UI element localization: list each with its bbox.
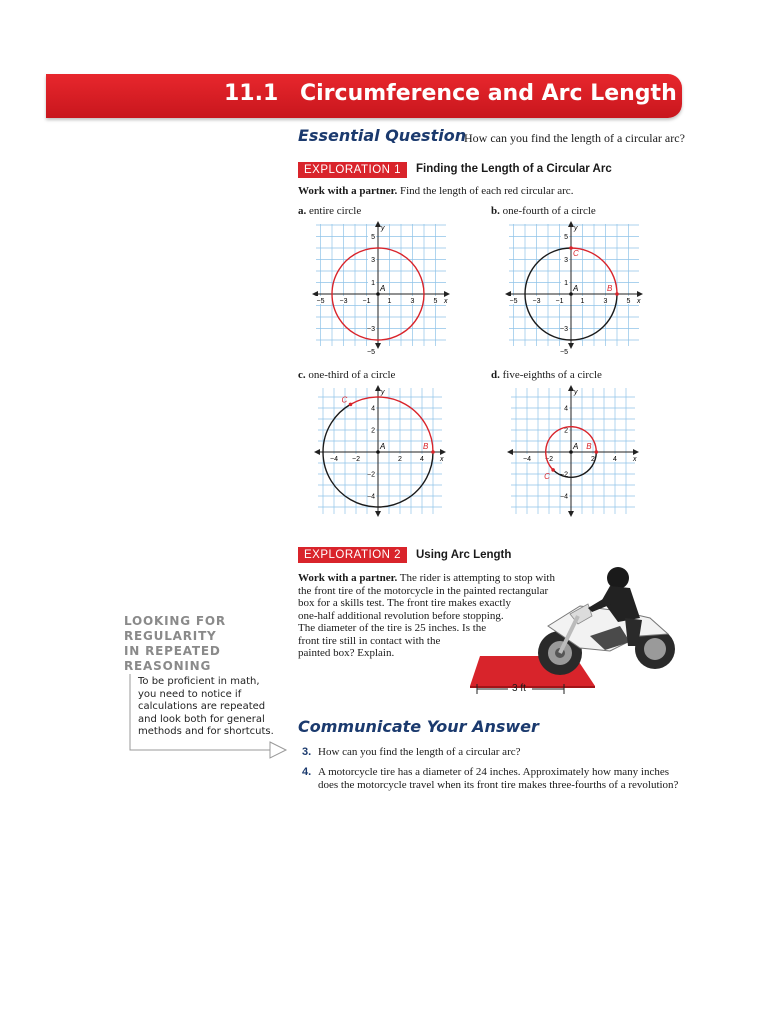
y-tick-label: −3 xyxy=(367,326,375,333)
x-tick-label: 4 xyxy=(420,456,424,463)
item-text: one-third of a circle xyxy=(308,369,396,381)
item-letter: a. xyxy=(298,205,307,217)
y-tick-label: 4 xyxy=(564,405,568,413)
question-3-text: How can you find the length of a circular arc? xyxy=(318,746,521,758)
x-axis-label: x xyxy=(637,298,641,305)
graph-c xyxy=(312,386,452,518)
question-4-number: 4. xyxy=(302,766,312,778)
question-3-number: 3. xyxy=(302,746,312,758)
point-c xyxy=(551,468,555,472)
point-b xyxy=(431,450,435,454)
item-letter: b. xyxy=(491,205,500,217)
instruction-text: Find the length of each red circular arc. xyxy=(399,185,574,197)
item-text: entire circle xyxy=(309,205,362,217)
text-line: The rider is attempting to stop with xyxy=(399,572,555,584)
x-arrow xyxy=(314,449,320,455)
x-tick-label: −2 xyxy=(352,456,360,463)
y-axis-label: y xyxy=(574,225,578,232)
item-b-label xyxy=(491,205,596,218)
x-arrow xyxy=(507,449,513,455)
point-b-label: B xyxy=(586,442,592,451)
text-line: does the motorcycle travel when its front tire makes three-fourths of a revolution? xyxy=(318,778,679,791)
x-axis-label: x xyxy=(440,456,444,463)
heading-line: REGULARITY xyxy=(124,629,217,643)
x-tick-label: −4 xyxy=(330,456,338,463)
text-line: painted box? Explain. xyxy=(298,647,395,659)
y-axis-label: y xyxy=(381,389,385,396)
sidebar-heading xyxy=(124,614,264,674)
heading-line: IN REPEATED xyxy=(124,644,221,658)
text-line: To be proficient in math, xyxy=(138,676,260,687)
motorcycle-illustration xyxy=(470,556,690,696)
x-tick-label: −5 xyxy=(316,298,325,305)
y-arrow xyxy=(568,511,574,517)
x-tick-label: −1 xyxy=(362,298,371,305)
text-line: The diameter of the tire is 25 inches. Is the xyxy=(298,622,487,634)
x-tick-label: −3 xyxy=(532,298,541,305)
exploration2-tag: EXPLORATION 2 xyxy=(298,547,407,563)
section-title: Circumference and Arc Length xyxy=(300,81,677,106)
item-c-label xyxy=(298,369,395,382)
x-arrow xyxy=(440,449,446,455)
point-a-label: A xyxy=(380,284,386,293)
text-line: A motorcycle tire has a diameter of 24 inches. Approximately how many inches xyxy=(318,766,669,778)
essential-question-heading: Essential Question xyxy=(298,126,467,145)
x-tick-label: 4 xyxy=(613,456,617,463)
y-arrow xyxy=(375,511,381,517)
x-tick-label: 3 xyxy=(410,298,415,305)
y-tick-label: −2 xyxy=(560,471,568,479)
item-a-label xyxy=(298,205,361,218)
x-arrow xyxy=(633,449,639,455)
graph-b xyxy=(505,222,645,356)
y-tick-label: −5 xyxy=(367,349,375,356)
exploration1-instruction xyxy=(298,185,573,198)
point-a-label: A xyxy=(573,442,579,451)
item-text: one-fourth of a circle xyxy=(502,205,596,217)
essential-question-text: How can you find the length of a circular arc? xyxy=(464,131,685,145)
item-d-label xyxy=(491,369,602,382)
text-line: and look both for general xyxy=(138,713,265,725)
instruction-bold: Work with a partner. xyxy=(298,185,398,197)
x-tick-label: 1 xyxy=(580,298,585,305)
text-line: box for a skills test. The front tire makes exactly xyxy=(298,597,512,609)
circle-arc xyxy=(351,397,434,452)
y-tick-label: 1 xyxy=(564,280,568,287)
point-b-label: B xyxy=(607,284,613,293)
x-arrow xyxy=(637,291,643,297)
y-tick-label: 2 xyxy=(371,427,375,435)
item-letter: c. xyxy=(298,369,306,381)
point-b xyxy=(595,450,599,454)
exploration2-title: Using Arc Length xyxy=(416,549,512,561)
y-axis-label: y xyxy=(574,389,578,396)
dimension-label: 3 ft xyxy=(512,683,526,694)
x-arrow xyxy=(444,291,450,297)
exploration1-title: Finding the Length of a Circular Arc xyxy=(416,163,612,175)
x-tick-label: 1 xyxy=(387,298,392,305)
point-c xyxy=(349,403,353,407)
point-a-label: A xyxy=(573,284,579,293)
x-tick-label: 3 xyxy=(603,298,608,305)
point-b-label: B xyxy=(423,442,429,451)
point-c-label: C xyxy=(544,471,550,481)
item-letter: d. xyxy=(491,369,500,381)
x-tick-label: 5 xyxy=(626,298,631,305)
y-tick-label: 1 xyxy=(371,280,375,287)
text-line: front tire still in contact with the xyxy=(298,634,441,647)
point-c-label: C xyxy=(573,249,579,258)
graph-a xyxy=(312,222,452,356)
x-axis-label: x xyxy=(633,456,637,463)
text-line: methods and for shortcuts. xyxy=(138,726,274,737)
y-tick-label: −3 xyxy=(560,326,568,333)
motorcycle-icon xyxy=(538,604,675,675)
communicate-heading: Communicate Your Answer xyxy=(298,717,539,736)
x-tick-label: −1 xyxy=(555,298,564,305)
section-banner xyxy=(46,74,682,118)
y-tick-label: 3 xyxy=(371,257,375,264)
x-tick-label: 5 xyxy=(433,298,438,305)
y-tick-label: 5 xyxy=(564,234,568,241)
text-line: the front tire of the motorcycle in the painted rectangular xyxy=(298,584,549,597)
heading-line: REASONING xyxy=(124,659,212,673)
y-tick-label: 4 xyxy=(371,405,375,413)
x-tick-label: −2 xyxy=(545,456,553,463)
y-tick-label: 5 xyxy=(371,234,375,241)
y-tick-label: −2 xyxy=(367,471,375,479)
x-tick-label: 2 xyxy=(398,456,402,463)
y-tick-label: 3 xyxy=(564,257,568,264)
y-tick-label: −5 xyxy=(560,349,568,356)
y-axis-label: y xyxy=(381,225,385,232)
text-line: one-half additional revolution before stopping. xyxy=(298,609,504,622)
x-tick-label: −3 xyxy=(339,298,348,305)
section-number: 11.1 xyxy=(224,81,279,106)
text-line: calculations are repeated xyxy=(138,701,266,712)
y-tick-label: −4 xyxy=(560,493,568,501)
instruction-bold: Work with a partner. xyxy=(298,572,398,584)
exploration1-tag: EXPLORATION 1 xyxy=(298,162,407,178)
question-4-text xyxy=(318,766,678,791)
graph-d xyxy=(505,386,645,518)
y-tick-label: −4 xyxy=(367,493,375,501)
x-tick-label: 2 xyxy=(591,456,595,463)
x-axis-label: x xyxy=(444,298,448,305)
point-b xyxy=(615,292,619,296)
heading-line: LOOKING FOR xyxy=(124,614,226,628)
text-line: you need to notice if xyxy=(138,688,242,700)
point-c-label: C xyxy=(341,395,348,405)
item-text: five-eighths of a circle xyxy=(502,369,602,381)
x-tick-label: −5 xyxy=(509,298,518,305)
sidebar-text xyxy=(138,676,274,739)
x-tick-label: −4 xyxy=(523,456,531,463)
point-a-label: A xyxy=(380,442,386,451)
y-tick-label: 2 xyxy=(564,427,568,435)
